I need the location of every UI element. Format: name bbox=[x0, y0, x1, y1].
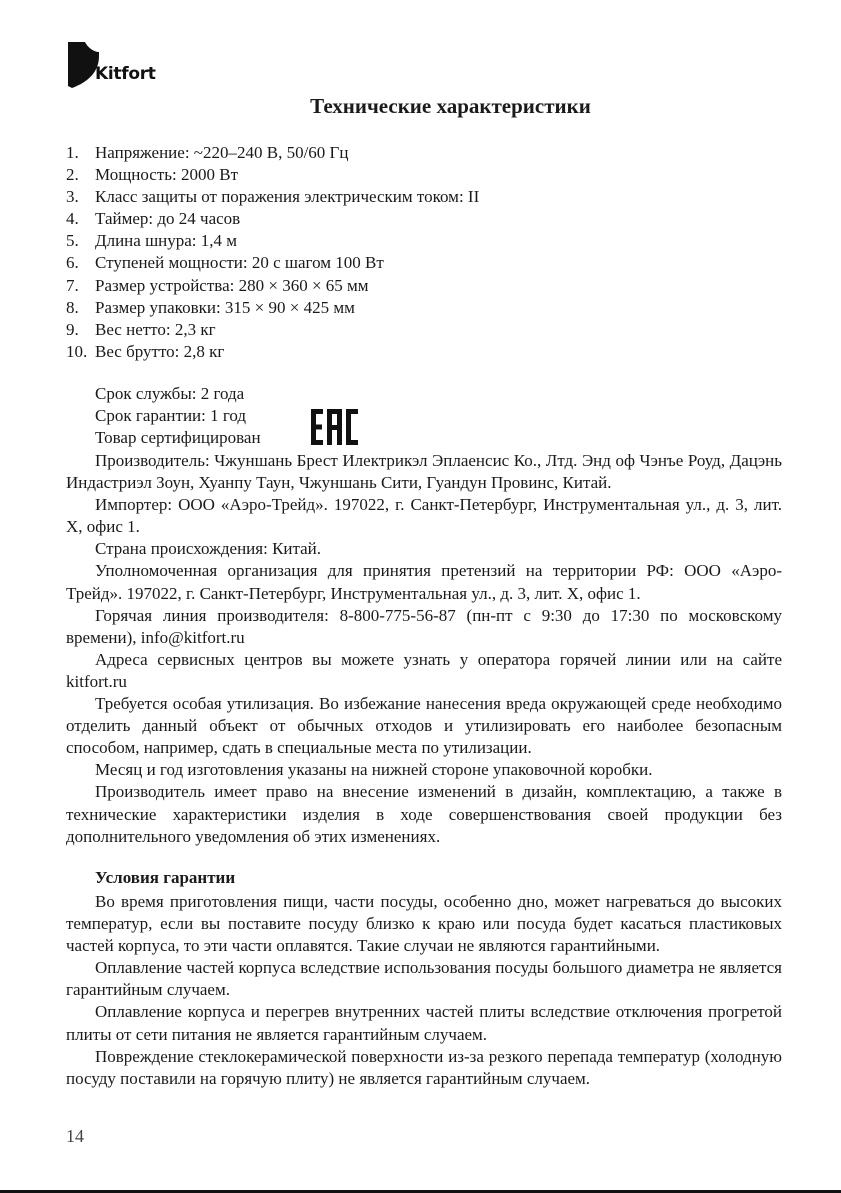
warranty-paragraph: Оплавление корпуса и перегрев внутренних частей плиты вследствие отключения прогретой плиты от сети питания не является гарантийным случаем. bbox=[66, 1002, 782, 1044]
manufacture-date-paragraph: Месяц и год изготовления указаны на нижней стороне упаковочной коробки. bbox=[95, 760, 653, 780]
kitfort-logo bbox=[66, 42, 166, 90]
importer-paragraph: Импортер: ООО «Аэро-Трейд». 197022, г. Санкт-Петербург, Инструментальная ул., д. 3, лит. Х, офис 1. bbox=[66, 495, 782, 537]
service-centers-paragraph: Адреса сервисных центров вы можете узнать у оператора горячей линии или на сайте kitfort.ru bbox=[66, 649, 782, 691]
list-text: Класс защиты от поражения электрическим током: II bbox=[95, 187, 480, 207]
eac-certification-icon bbox=[310, 407, 360, 447]
list-item bbox=[66, 275, 479, 297]
list-text: Длина шнура: 1,4 м bbox=[95, 231, 238, 251]
list-number: 3. bbox=[66, 187, 79, 207]
list-number: 7. bbox=[66, 275, 79, 295]
specs-list bbox=[66, 142, 479, 363]
hotline-paragraph: Горячая линия производителя: 8-800-775-56-87 (пн-пт с 9:30 до 17:30 по московскому времени), info@kitfort.ru bbox=[66, 605, 782, 647]
list-item bbox=[66, 341, 479, 363]
certification-note: Товар сертифицирован bbox=[95, 428, 261, 447]
authorized-org-paragraph: Уполномоченная организация для принятия претензий на территории РФ: ООО «Аэро-Трейд». 197022, г. Санкт-Петербург, Инструментальная ул., д. 3, лит. Х, офис 1. bbox=[66, 561, 782, 603]
list-text: Вес брутто: 2,8 кг bbox=[95, 341, 225, 361]
company-info bbox=[66, 450, 782, 848]
brand-name: Kitfort bbox=[95, 64, 156, 84]
warranty-paragraph: Во время приготовления пищи, части посуды, особенно дно, может нагреваться до высоких температур, если вы поставите посуду близко к краю или посуда будет касаться пластиковых частей корпуса, то эти части оплавятся. Такие случаи не являются гарантийными. bbox=[66, 892, 782, 956]
warranty-conditions bbox=[66, 891, 782, 1090]
warranty-title: Условия гарантии bbox=[95, 868, 236, 887]
list-item bbox=[66, 142, 479, 164]
warranty-paragraph: Оплавление частей корпуса вследствие использования посуды большого диаметра не является гарантийным случаем. bbox=[66, 958, 782, 1000]
list-item bbox=[66, 252, 479, 274]
list-number: 6. bbox=[66, 253, 79, 273]
eac-mark bbox=[310, 407, 360, 447]
list-text: Размер устройства: 280 × 360 × 65 мм bbox=[95, 275, 369, 295]
list-number: 4. bbox=[66, 209, 79, 229]
service-life: Срок службы: 2 года bbox=[95, 384, 245, 403]
page-title: Технические характеристики bbox=[310, 94, 591, 118]
origin-paragraph: Страна происхождения: Китай. bbox=[95, 539, 322, 559]
changes-paragraph: Производитель имеет право на внесение изменений в дизайн, комплектацию, а также в технические характеристики изделия в ходе совершенствования своей продукции без дополнительного уведомления об этих изменениях. bbox=[66, 782, 782, 846]
list-item bbox=[66, 208, 479, 230]
warranty-period: Срок гарантии: 1 год bbox=[95, 406, 247, 425]
list-text: Ступеней мощности: 20 с шагом 100 Вт bbox=[95, 253, 384, 273]
product-info bbox=[95, 383, 261, 449]
list-number: 8. bbox=[66, 297, 79, 317]
list-number: 9. bbox=[66, 319, 79, 339]
list-number: 1. bbox=[66, 143, 79, 162]
list-item bbox=[66, 297, 479, 319]
list-item bbox=[66, 230, 479, 252]
list-item bbox=[66, 186, 479, 208]
list-text: Напряжение: ~220–240 В, 50/60 Гц bbox=[95, 143, 349, 162]
list-number: 2. bbox=[66, 165, 79, 185]
list-text: Таймер: до 24 часов bbox=[95, 209, 241, 229]
disposal-paragraph: Требуется особая утилизация. Во избежание нанесения вреда окружающей среде необходимо отделить данный объект от обычных отходов и утилизировать его наиболее безопасным способом, например, сдать в специальные места по утилизации. bbox=[66, 694, 782, 758]
list-item bbox=[66, 319, 479, 341]
list-number: 5. bbox=[66, 231, 79, 251]
list-text: Вес нетто: 2,3 кг bbox=[95, 319, 216, 339]
list-number: 10. bbox=[66, 341, 88, 361]
warranty-paragraph: Повреждение стеклокерамической поверхности из-за резкого перепада температур (холодную посуду поставили на горячую плиту) не является гарантийным случаем. bbox=[66, 1046, 782, 1088]
list-item bbox=[66, 164, 479, 186]
list-text: Размер упаковки: 315 × 90 × 425 мм bbox=[95, 297, 355, 317]
manufacturer-paragraph: Производитель: Чжуншань Брест Илектрикэл Эплаенсис Ко., Лтд. Энд оф Чэнъе Роуд, Дацэнь Индастриэл Зоун, Хуанпу Таун, Чжуншань Сити, Гуандун Провинс, Китай. bbox=[66, 451, 782, 493]
list-text: Мощность: 2000 Вт bbox=[95, 165, 239, 185]
page-number: 14 bbox=[66, 1126, 84, 1146]
